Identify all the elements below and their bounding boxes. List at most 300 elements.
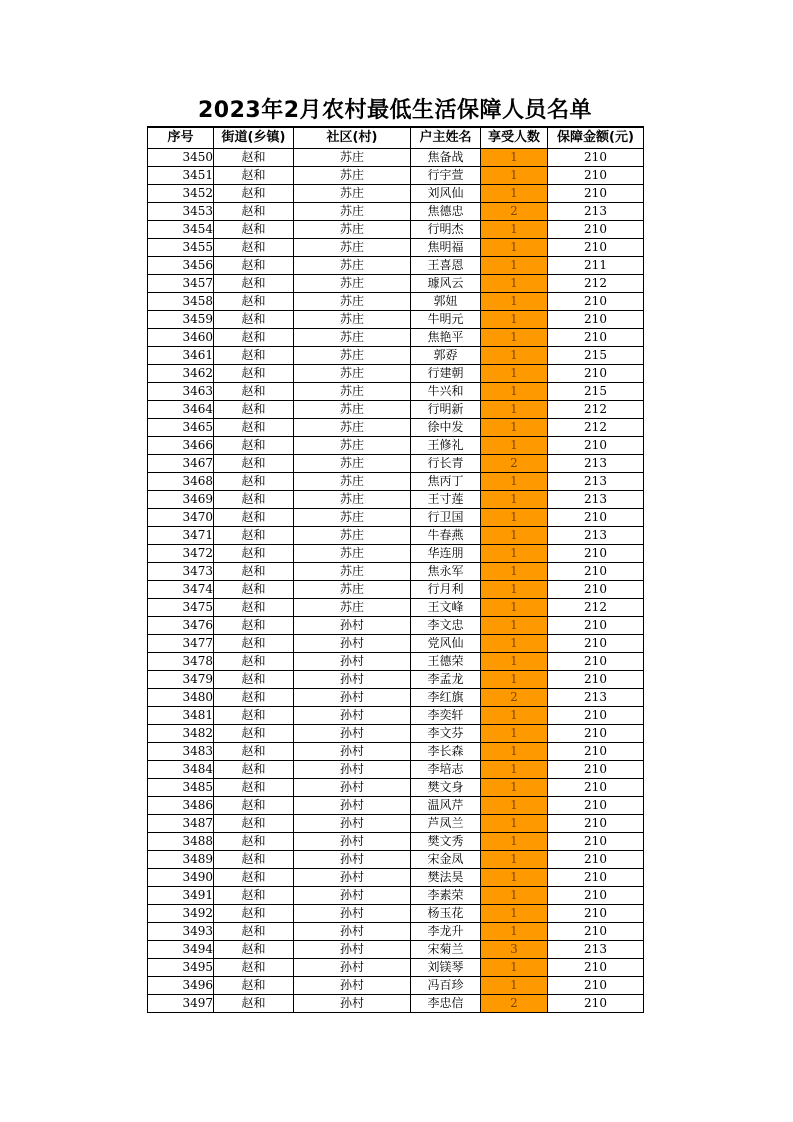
cell-household-head: 王修礼 — [411, 437, 481, 455]
table-row — [148, 383, 644, 401]
cell-seq: 3495 — [148, 959, 214, 977]
cell-street: 赵和 — [214, 491, 294, 509]
table-row — [148, 815, 644, 833]
cell-village: 孙村 — [294, 869, 411, 887]
cell-amount: 213 — [548, 689, 644, 707]
cell-seq: 3477 — [148, 635, 214, 653]
cell-street: 赵和 — [214, 887, 294, 905]
cell-beneficiary-count: 1 — [481, 563, 548, 581]
cell-street: 赵和 — [214, 437, 294, 455]
cell-beneficiary-count: 1 — [481, 797, 548, 815]
cell-village: 苏庄 — [294, 329, 411, 347]
cell-seq: 3492 — [148, 905, 214, 923]
cell-street: 赵和 — [214, 257, 294, 275]
table-row — [148, 599, 644, 617]
cell-amount: 210 — [548, 815, 644, 833]
cell-street: 赵和 — [214, 311, 294, 329]
cell-street: 赵和 — [214, 797, 294, 815]
cell-seq: 3494 — [148, 941, 214, 959]
table-row — [148, 455, 644, 473]
table-row — [148, 221, 644, 239]
cell-village: 孙村 — [294, 635, 411, 653]
cell-village: 苏庄 — [294, 509, 411, 527]
table-row — [148, 887, 644, 905]
cell-village: 孙村 — [294, 761, 411, 779]
cell-street: 赵和 — [214, 869, 294, 887]
cell-household-head: 李素荣 — [411, 887, 481, 905]
cell-street: 赵和 — [214, 509, 294, 527]
header-beneficiary-count: 享受人数 — [481, 127, 548, 149]
cell-amount: 210 — [548, 797, 644, 815]
cell-amount: 210 — [548, 653, 644, 671]
cell-street: 赵和 — [214, 329, 294, 347]
cell-village: 孙村 — [294, 671, 411, 689]
cell-household-head: 焦备战 — [411, 149, 481, 167]
cell-street: 赵和 — [214, 455, 294, 473]
table-row — [148, 167, 644, 185]
cell-beneficiary-count: 1 — [481, 527, 548, 545]
cell-village: 苏庄 — [294, 347, 411, 365]
cell-village: 孙村 — [294, 725, 411, 743]
cell-household-head: 王喜恩 — [411, 257, 481, 275]
cell-amount: 210 — [548, 779, 644, 797]
cell-village: 孙村 — [294, 617, 411, 635]
cell-beneficiary-count: 1 — [481, 311, 548, 329]
cell-seq: 3475 — [148, 599, 214, 617]
table-row — [148, 707, 644, 725]
cell-household-head: 李长森 — [411, 743, 481, 761]
cell-household-head: 焦艳平 — [411, 329, 481, 347]
cell-seq: 3451 — [148, 167, 214, 185]
cell-household-head: 李奕轩 — [411, 707, 481, 725]
cell-village: 苏庄 — [294, 257, 411, 275]
cell-beneficiary-count: 1 — [481, 383, 548, 401]
cell-amount: 210 — [548, 725, 644, 743]
table-row — [148, 365, 644, 383]
cell-household-head: 王文峰 — [411, 599, 481, 617]
cell-seq: 3457 — [148, 275, 214, 293]
cell-seq: 3467 — [148, 455, 214, 473]
table-row — [148, 869, 644, 887]
cell-beneficiary-count: 1 — [481, 221, 548, 239]
table-row — [148, 473, 644, 491]
cell-street: 赵和 — [214, 293, 294, 311]
cell-street: 赵和 — [214, 617, 294, 635]
cell-amount: 210 — [548, 545, 644, 563]
cell-seq: 3461 — [148, 347, 214, 365]
cell-household-head: 行建朝 — [411, 365, 481, 383]
cell-amount: 210 — [548, 221, 644, 239]
assistance-roster-table — [147, 126, 644, 1013]
cell-amount: 210 — [548, 563, 644, 581]
cell-village: 孙村 — [294, 833, 411, 851]
cell-seq: 3456 — [148, 257, 214, 275]
cell-beneficiary-count: 3 — [481, 941, 548, 959]
cell-seq: 3480 — [148, 689, 214, 707]
cell-seq: 3450 — [148, 149, 214, 167]
cell-seq: 3471 — [148, 527, 214, 545]
cell-beneficiary-count: 1 — [481, 491, 548, 509]
cell-household-head: 牛春燕 — [411, 527, 481, 545]
cell-street: 赵和 — [214, 581, 294, 599]
cell-household-head: 李忠信 — [411, 995, 481, 1013]
cell-village: 苏庄 — [294, 491, 411, 509]
header-street: 街道(乡镇) — [214, 127, 294, 149]
cell-street: 赵和 — [214, 527, 294, 545]
cell-amount: 212 — [548, 275, 644, 293]
cell-household-head: 宋金凤 — [411, 851, 481, 869]
cell-household-head: 焦明福 — [411, 239, 481, 257]
header-household-head: 户主姓名 — [411, 127, 481, 149]
cell-village: 孙村 — [294, 797, 411, 815]
table-row — [148, 581, 644, 599]
cell-street: 赵和 — [214, 203, 294, 221]
table-row — [148, 239, 644, 257]
cell-seq: 3497 — [148, 995, 214, 1013]
table-row — [148, 257, 644, 275]
cell-village: 孙村 — [294, 689, 411, 707]
cell-village: 苏庄 — [294, 149, 411, 167]
cell-street: 赵和 — [214, 185, 294, 203]
table-row — [148, 977, 644, 995]
cell-street: 赵和 — [214, 707, 294, 725]
cell-seq: 3478 — [148, 653, 214, 671]
cell-amount: 210 — [548, 887, 644, 905]
table-row — [148, 203, 644, 221]
cell-amount: 213 — [548, 527, 644, 545]
cell-village: 苏庄 — [294, 293, 411, 311]
cell-household-head: 王德荣 — [411, 653, 481, 671]
cell-amount: 211 — [548, 257, 644, 275]
cell-street: 赵和 — [214, 239, 294, 257]
cell-household-head: 行卫国 — [411, 509, 481, 527]
table-row — [148, 851, 644, 869]
cell-beneficiary-count: 1 — [481, 599, 548, 617]
cell-beneficiary-count: 1 — [481, 887, 548, 905]
table-row — [148, 545, 644, 563]
cell-household-head: 行明杰 — [411, 221, 481, 239]
table-row — [148, 293, 644, 311]
table-row — [148, 401, 644, 419]
cell-village: 苏庄 — [294, 599, 411, 617]
cell-beneficiary-count: 1 — [481, 509, 548, 527]
cell-amount: 210 — [548, 311, 644, 329]
cell-street: 赵和 — [214, 473, 294, 491]
cell-household-head: 刘风仙 — [411, 185, 481, 203]
cell-beneficiary-count: 2 — [481, 689, 548, 707]
cell-household-head: 芦凤兰 — [411, 815, 481, 833]
cell-household-head: 冯百珍 — [411, 977, 481, 995]
cell-village: 苏庄 — [294, 311, 411, 329]
cell-street: 赵和 — [214, 671, 294, 689]
cell-household-head: 樊文秀 — [411, 833, 481, 851]
cell-household-head: 樊法昊 — [411, 869, 481, 887]
cell-beneficiary-count: 1 — [481, 437, 548, 455]
cell-household-head: 王寸莲 — [411, 491, 481, 509]
table-row — [148, 797, 644, 815]
cell-beneficiary-count: 1 — [481, 725, 548, 743]
cell-beneficiary-count: 2 — [481, 995, 548, 1013]
cell-seq: 3458 — [148, 293, 214, 311]
cell-seq: 3470 — [148, 509, 214, 527]
header-village: 社区(村) — [294, 127, 411, 149]
cell-village: 苏庄 — [294, 401, 411, 419]
table-row — [148, 329, 644, 347]
cell-amount: 212 — [548, 419, 644, 437]
cell-seq: 3454 — [148, 221, 214, 239]
cell-beneficiary-count: 1 — [481, 545, 548, 563]
cell-beneficiary-count: 1 — [481, 653, 548, 671]
cell-seq: 3459 — [148, 311, 214, 329]
cell-amount: 210 — [548, 995, 644, 1013]
cell-household-head: 李文忠 — [411, 617, 481, 635]
cell-beneficiary-count: 1 — [481, 761, 548, 779]
cell-beneficiary-count: 1 — [481, 401, 548, 419]
cell-seq: 3481 — [148, 707, 214, 725]
cell-household-head: 璩风云 — [411, 275, 481, 293]
cell-household-head: 刘镁琴 — [411, 959, 481, 977]
cell-amount: 210 — [548, 185, 644, 203]
cell-beneficiary-count: 1 — [481, 167, 548, 185]
cell-household-head: 华连朋 — [411, 545, 481, 563]
cell-beneficiary-count: 1 — [481, 293, 548, 311]
cell-seq: 3483 — [148, 743, 214, 761]
cell-amount: 213 — [548, 203, 644, 221]
cell-seq: 3476 — [148, 617, 214, 635]
cell-village: 孙村 — [294, 653, 411, 671]
cell-seq: 3491 — [148, 887, 214, 905]
cell-street: 赵和 — [214, 941, 294, 959]
cell-amount: 210 — [548, 635, 644, 653]
header-amount: 保障金额(元) — [548, 127, 644, 149]
cell-seq: 3472 — [148, 545, 214, 563]
cell-village: 苏庄 — [294, 473, 411, 491]
table-row — [148, 779, 644, 797]
cell-seq: 3473 — [148, 563, 214, 581]
cell-seq: 3487 — [148, 815, 214, 833]
table-row — [148, 491, 644, 509]
cell-village: 苏庄 — [294, 437, 411, 455]
table-row — [148, 725, 644, 743]
cell-household-head: 宋菊兰 — [411, 941, 481, 959]
cell-village: 苏庄 — [294, 167, 411, 185]
cell-amount: 210 — [548, 761, 644, 779]
cell-amount: 210 — [548, 617, 644, 635]
cell-street: 赵和 — [214, 815, 294, 833]
cell-street: 赵和 — [214, 167, 294, 185]
cell-village: 苏庄 — [294, 419, 411, 437]
cell-street: 赵和 — [214, 599, 294, 617]
cell-amount: 210 — [548, 329, 644, 347]
cell-amount: 210 — [548, 437, 644, 455]
table-row — [148, 419, 644, 437]
header-seq: 序号 — [148, 127, 214, 149]
cell-street: 赵和 — [214, 653, 294, 671]
cell-seq: 3455 — [148, 239, 214, 257]
cell-beneficiary-count: 1 — [481, 905, 548, 923]
table-row — [148, 509, 644, 527]
cell-beneficiary-count: 1 — [481, 869, 548, 887]
cell-seq: 3452 — [148, 185, 214, 203]
table-row — [148, 437, 644, 455]
cell-beneficiary-count: 1 — [481, 707, 548, 725]
cell-beneficiary-count: 1 — [481, 923, 548, 941]
cell-village: 孙村 — [294, 815, 411, 833]
cell-household-head: 樊文身 — [411, 779, 481, 797]
cell-beneficiary-count: 1 — [481, 473, 548, 491]
cell-street: 赵和 — [214, 563, 294, 581]
table-row — [148, 653, 644, 671]
cell-village: 孙村 — [294, 887, 411, 905]
cell-household-head: 行长青 — [411, 455, 481, 473]
cell-village: 苏庄 — [294, 563, 411, 581]
table-row — [148, 311, 644, 329]
cell-street: 赵和 — [214, 689, 294, 707]
table-row — [148, 689, 644, 707]
table-row — [148, 905, 644, 923]
cell-amount: 210 — [548, 923, 644, 941]
cell-household-head: 郭妞 — [411, 293, 481, 311]
cell-amount: 210 — [548, 671, 644, 689]
cell-beneficiary-count: 1 — [481, 671, 548, 689]
cell-household-head: 徐中发 — [411, 419, 481, 437]
cell-amount: 210 — [548, 149, 644, 167]
table-row — [148, 275, 644, 293]
cell-village: 苏庄 — [294, 545, 411, 563]
table-row — [148, 527, 644, 545]
cell-household-head: 李龙升 — [411, 923, 481, 941]
cell-street: 赵和 — [214, 635, 294, 653]
cell-street: 赵和 — [214, 761, 294, 779]
cell-street: 赵和 — [214, 383, 294, 401]
cell-seq: 3463 — [148, 383, 214, 401]
cell-household-head: 李孟龙 — [411, 671, 481, 689]
cell-street: 赵和 — [214, 419, 294, 437]
cell-amount: 210 — [548, 167, 644, 185]
cell-village: 孙村 — [294, 923, 411, 941]
cell-amount: 213 — [548, 473, 644, 491]
table-row — [148, 671, 644, 689]
table-row — [148, 959, 644, 977]
cell-village: 孙村 — [294, 743, 411, 761]
cell-village: 苏庄 — [294, 581, 411, 599]
cell-amount: 210 — [548, 851, 644, 869]
cell-amount: 210 — [548, 743, 644, 761]
cell-seq: 3460 — [148, 329, 214, 347]
table-row — [148, 995, 644, 1013]
cell-village: 苏庄 — [294, 239, 411, 257]
cell-beneficiary-count: 1 — [481, 347, 548, 365]
cell-household-head: 李文芬 — [411, 725, 481, 743]
cell-household-head: 牛兴和 — [411, 383, 481, 401]
cell-beneficiary-count: 1 — [481, 815, 548, 833]
cell-amount: 215 — [548, 347, 644, 365]
cell-seq: 3485 — [148, 779, 214, 797]
cell-street: 赵和 — [214, 149, 294, 167]
cell-amount: 210 — [548, 707, 644, 725]
cell-street: 赵和 — [214, 977, 294, 995]
cell-seq: 3465 — [148, 419, 214, 437]
cell-beneficiary-count: 1 — [481, 617, 548, 635]
cell-seq: 3493 — [148, 923, 214, 941]
cell-beneficiary-count: 1 — [481, 365, 548, 383]
cell-seq: 3462 — [148, 365, 214, 383]
cell-street: 赵和 — [214, 545, 294, 563]
cell-amount: 210 — [548, 833, 644, 851]
cell-amount: 210 — [548, 977, 644, 995]
cell-household-head: 行宇萱 — [411, 167, 481, 185]
cell-street: 赵和 — [214, 743, 294, 761]
cell-seq: 3453 — [148, 203, 214, 221]
cell-seq: 3468 — [148, 473, 214, 491]
table-row — [148, 617, 644, 635]
cell-household-head: 行月利 — [411, 581, 481, 599]
cell-village: 孙村 — [294, 959, 411, 977]
cell-beneficiary-count: 1 — [481, 419, 548, 437]
cell-household-head: 郭孬 — [411, 347, 481, 365]
cell-household-head: 牛明元 — [411, 311, 481, 329]
cell-seq: 3489 — [148, 851, 214, 869]
cell-street: 赵和 — [214, 401, 294, 419]
cell-village: 苏庄 — [294, 383, 411, 401]
cell-household-head: 行明新 — [411, 401, 481, 419]
cell-beneficiary-count: 1 — [481, 779, 548, 797]
cell-seq: 3488 — [148, 833, 214, 851]
cell-village: 孙村 — [294, 905, 411, 923]
cell-seq: 3464 — [148, 401, 214, 419]
cell-village: 孙村 — [294, 977, 411, 995]
cell-village: 孙村 — [294, 851, 411, 869]
table-header-row — [148, 127, 644, 149]
table-row — [148, 761, 644, 779]
cell-beneficiary-count: 1 — [481, 851, 548, 869]
cell-beneficiary-count: 1 — [481, 239, 548, 257]
cell-beneficiary-count: 1 — [481, 959, 548, 977]
cell-village: 苏庄 — [294, 185, 411, 203]
cell-amount: 210 — [548, 905, 644, 923]
cell-amount: 210 — [548, 239, 644, 257]
cell-beneficiary-count: 2 — [481, 455, 548, 473]
cell-amount: 213 — [548, 455, 644, 473]
cell-beneficiary-count: 2 — [481, 203, 548, 221]
cell-household-head: 李红旗 — [411, 689, 481, 707]
cell-household-head: 焦丙丁 — [411, 473, 481, 491]
cell-street: 赵和 — [214, 275, 294, 293]
cell-beneficiary-count: 1 — [481, 833, 548, 851]
cell-seq: 3474 — [148, 581, 214, 599]
cell-household-head: 李培志 — [411, 761, 481, 779]
table-row — [148, 347, 644, 365]
cell-amount: 212 — [548, 401, 644, 419]
cell-amount: 210 — [548, 365, 644, 383]
table-row — [148, 635, 644, 653]
cell-household-head: 焦德忠 — [411, 203, 481, 221]
cell-seq: 3469 — [148, 491, 214, 509]
table-row — [148, 833, 644, 851]
table-row — [148, 563, 644, 581]
cell-village: 孙村 — [294, 779, 411, 797]
cell-seq: 3482 — [148, 725, 214, 743]
cell-beneficiary-count: 1 — [481, 743, 548, 761]
cell-amount: 210 — [548, 293, 644, 311]
cell-amount: 212 — [548, 599, 644, 617]
cell-street: 赵和 — [214, 833, 294, 851]
cell-seq: 3486 — [148, 797, 214, 815]
page-title: 2023年2月农村最低生活保障人员名单 — [197, 98, 593, 123]
cell-street: 赵和 — [214, 365, 294, 383]
cell-seq: 3496 — [148, 977, 214, 995]
cell-village: 孙村 — [294, 707, 411, 725]
